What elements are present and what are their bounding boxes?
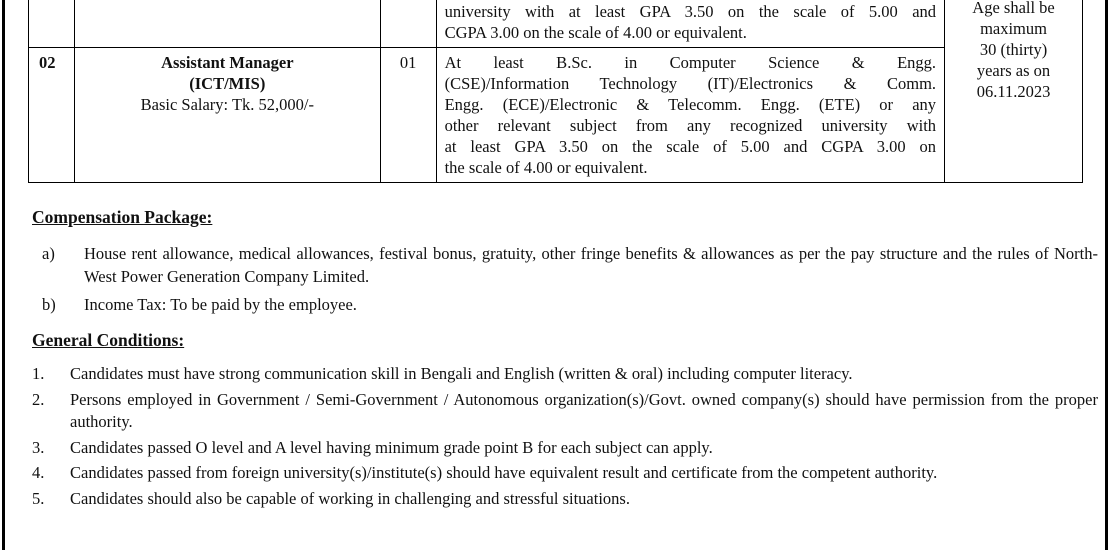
- post-subtitle: (ICT/MIS): [189, 74, 266, 93]
- qualification-cell: [436, 0, 944, 48]
- list-marker: a): [42, 244, 55, 263]
- general-conditions-heading: General Conditions:: [32, 330, 185, 350]
- list-item: [32, 243, 1098, 288]
- qualification-line: at least GPA 3.50 on the scale of 5.00 and CGPA 3.00 on: [444, 137, 937, 156]
- list-item: [32, 294, 1098, 317]
- serial-cell: 02: [29, 48, 75, 183]
- compensation-list: [32, 243, 1098, 317]
- list-item-text: Candidates passed from foreign university(s)/institute(s) should have equivalent result and certificate from the competent authority.: [70, 463, 938, 482]
- age-line: maximum: [980, 19, 1047, 38]
- qualification-line: the scale of 4.00 or equivalent.: [444, 158, 648, 177]
- job-table: [28, 0, 1083, 183]
- table-row: [29, 0, 1083, 48]
- qualification-line: other relevant subject from any recognized university with: [444, 116, 937, 135]
- list-item: [32, 462, 1098, 485]
- qualification-line: At least B.Sc. in Computer Science & Engg.: [444, 53, 937, 72]
- post-cell: [74, 48, 380, 183]
- compensation-heading: Compensation Package:: [32, 207, 213, 227]
- post-title: Assistant Manager: [161, 53, 294, 72]
- general-conditions-list: [32, 363, 1098, 510]
- list-marker: 2.: [32, 389, 45, 409]
- list-marker: b): [42, 295, 56, 314]
- list-marker: 5.: [32, 488, 45, 508]
- list-marker: 3.: [32, 437, 45, 457]
- vacancy-cell: 01: [380, 48, 436, 183]
- list-item-text: Candidates should also be capable of working in challenging and stressful situations.: [70, 488, 630, 508]
- list-item: [32, 363, 1098, 386]
- list-item-text: Candidates must have strong communication skill in Bengali and English (written & oral) including computer literacy.: [70, 364, 853, 383]
- post-cell: [74, 0, 380, 48]
- age-line: years as on: [976, 61, 1051, 80]
- list-marker: 4.: [32, 463, 45, 482]
- age-cell: [945, 0, 1083, 183]
- vacancy-cell: [380, 0, 436, 48]
- list-item: [32, 488, 1098, 511]
- list-item-text: House rent allowance, medical allowances, festival bonus, gratuity, other fringe benefits & allowances as per the pay structure and the rules of North-West Power Generation Company Limited.: [84, 244, 1098, 286]
- list-item: [32, 437, 1098, 460]
- table-row: [29, 48, 1083, 183]
- age-line: Age shall be: [972, 0, 1055, 17]
- list-item-text: Candidates passed O level and A level having minimum grade point B for each subject can apply.: [70, 437, 713, 457]
- qualification-line: CGPA 3.00 on the scale of 4.00 or equivalent.: [444, 23, 747, 42]
- qualification-line: (CSE)/Information Technology (IT)/Electronics & Comm.: [444, 74, 937, 93]
- post-salary: Basic Salary: Tk. 52,000/-: [140, 95, 314, 114]
- page-edge-right: [1105, 0, 1108, 550]
- list-item: [32, 389, 1098, 434]
- age-line: 06.11.2023: [976, 82, 1051, 101]
- list-marker: 1.: [32, 364, 45, 383]
- page-edge-left: [2, 0, 5, 550]
- list-item-text: Income Tax: To be paid by the employee.: [84, 295, 357, 314]
- list-item-text: Persons employed in Government / Semi-Government / Autonomous organization(s)/Govt. owned company(s) should have permission from the proper authority.: [70, 389, 1098, 431]
- age-line: 30 (thirty): [979, 40, 1048, 59]
- qualification-line: Engg. (ECE)/Electronic & Telecomm. Engg. (ETE) or any: [444, 95, 937, 114]
- qualification-cell: [436, 48, 944, 183]
- serial-cell: [29, 0, 75, 48]
- qualification-line: university with at least GPA 3.50 on the scale of 5.00 and: [444, 2, 937, 21]
